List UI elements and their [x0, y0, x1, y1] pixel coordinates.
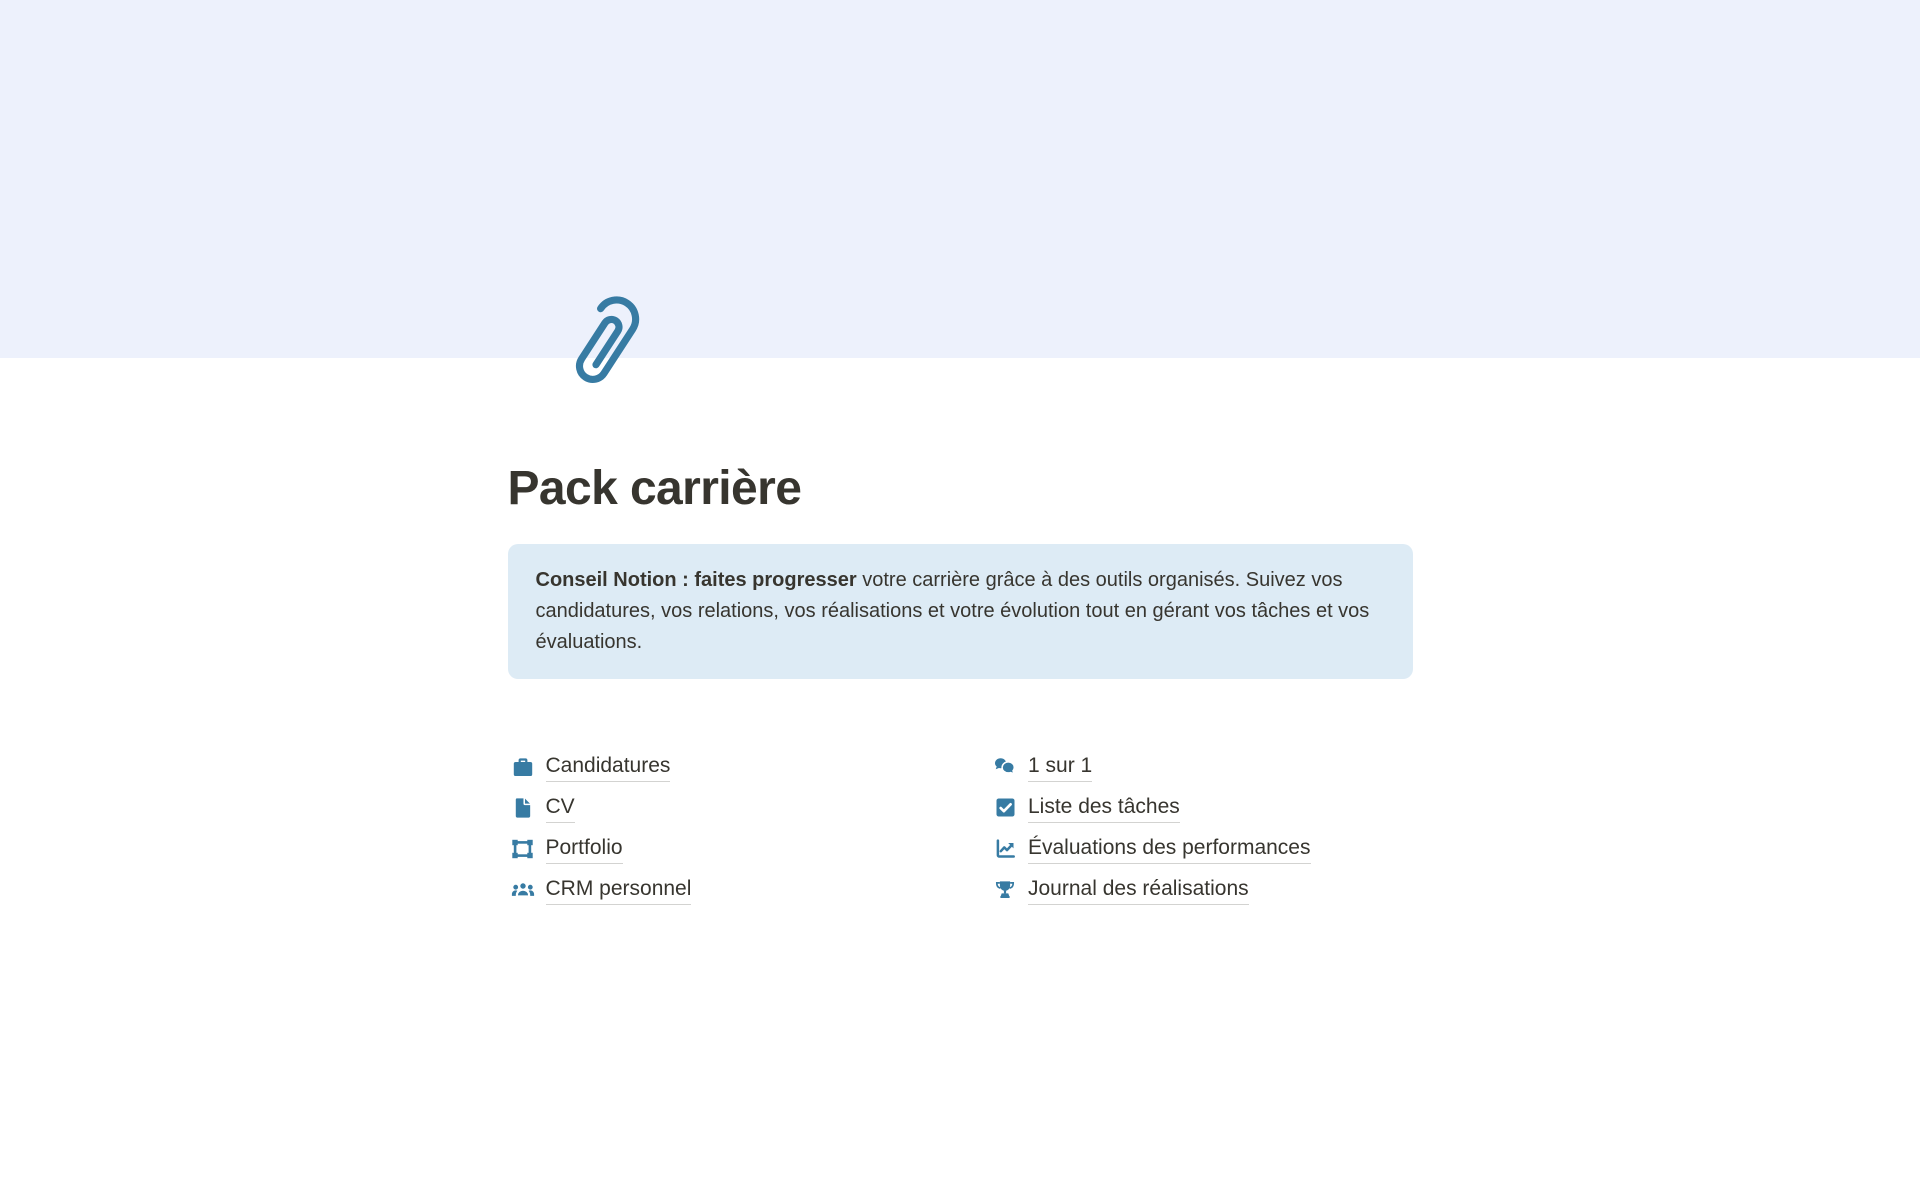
frame-icon [510, 836, 536, 862]
callout [508, 544, 1413, 679]
trophy-icon [992, 877, 1018, 903]
page-link-label: CV [546, 792, 575, 823]
page-cover [0, 0, 1920, 358]
briefcase-icon [510, 754, 536, 780]
column-left [508, 747, 931, 911]
page-link-label: 1 sur 1 [1028, 751, 1092, 782]
check-square-icon [992, 795, 1018, 821]
column-right [990, 747, 1413, 911]
link-columns [508, 747, 1413, 911]
chat-bubbles-icon [992, 754, 1018, 780]
page-link-evaluations-des-performances[interactable] [990, 829, 1413, 868]
page-link-journal-des-realisations[interactable] [990, 870, 1413, 909]
page-content [508, 358, 1413, 911]
page-icon[interactable] [536, 278, 666, 408]
page-link-cv[interactable] [508, 788, 931, 827]
page-link-label: Journal des réalisations [1028, 874, 1249, 905]
page-title: Pack carrière [507, 462, 802, 515]
page-link-label: CRM personnel [546, 874, 692, 905]
page-link-label: Liste des tâches [1028, 792, 1180, 823]
page-link-label: Évaluations des performances [1028, 833, 1311, 864]
page-link-portfolio[interactable] [508, 829, 931, 868]
callout-text [536, 565, 1385, 658]
page-link-label: Candidatures [546, 751, 671, 782]
page-link-liste-des-taches[interactable] [990, 788, 1413, 827]
page-link-1-sur-1[interactable] [990, 747, 1413, 786]
page-link-label: Portfolio [546, 833, 623, 864]
callout-bold-text: Conseil Notion : faites progresser [535, 569, 857, 591]
paperclip-icon [524, 264, 677, 421]
page-link-crm-personnel[interactable] [508, 870, 931, 909]
users-icon [510, 877, 536, 903]
callout-rest-text: votre carrière grâce à des outils organisés. Suivez vos candidatures, vos relations, vos réalisations et votre évolution tout en gérant vos tâches et vos évaluations. [535, 569, 1370, 653]
page-link-candidatures[interactable] [508, 747, 931, 786]
chart-line-icon [992, 836, 1018, 862]
file-icon [510, 795, 536, 821]
